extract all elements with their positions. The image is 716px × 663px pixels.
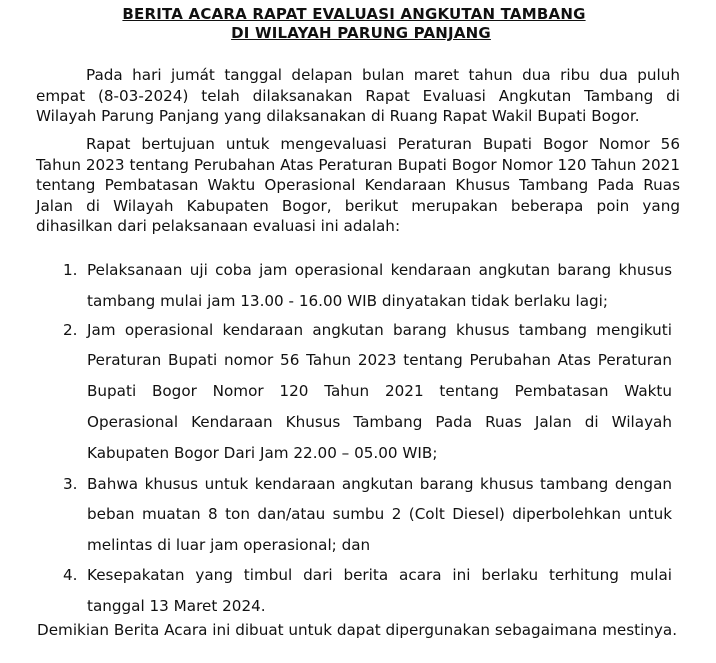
list-item	[36, 315, 672, 469]
list-item-number: 3.	[63, 474, 78, 493]
document-title-line2: DI WILAYAH PARUNG PANJANG	[231, 24, 491, 42]
list-item-text: Bahwa khusus untuk kendaraan angkutan barang khusus tambang dengan beban muatan 8 ton dan/atau sumbu 2 (Colt Diesel) diperbolehkan untuk melintas di luar jam operasional; dan	[87, 474, 672, 555]
list-item	[36, 469, 672, 561]
list-item	[36, 560, 672, 622]
opening-paragraph: Pada hari jumát tanggal delapan bulan maret tahun dua ribu dua puluh empat (8-03-2024) telah dilaksanakan Rapat Evaluasi Angkutan Tambang di Wilayah Parung Panjang yang dilaksanakan di Ruang Rapat Wakil Bupati Bogor.	[36, 66, 680, 125]
purpose-paragraph: Rapat bertujuan untuk mengevaluasi Peraturan Bupati Bogor Nomor 56 Tahun 2023 tentang Perubahan Atas Peraturan Bupati Bogor Nomor 120 Tahun 2021 tentang Pembatasan Waktu Operasional Kendaraan Khusus Tambang Pada Ruas Jalan di Wilayah Kabupaten Bogor, berikut merupakan beberapa poin yang dihasilkan dari pelaksanaan evaluasi ini adalah:	[36, 135, 680, 235]
list-item	[36, 255, 672, 317]
list-item-text: Pelaksanaan uji coba jam operasional kendaraan angkutan barang khusus tambang mulai jam 13.00 - 16.00 WIB dinyatakan tidak berlaku lagi;	[87, 261, 672, 310]
list-item-number: 4.	[63, 565, 78, 584]
list-item-number: 1.	[63, 261, 78, 279]
list-item-text: Jam operasional kendaraan angkutan barang khusus tambang mengikuti Peraturan Bupati nomor 56 Tahun 2023 tentang Perubahan Atas Peraturan Bupati Bogor Nomor 120 Tahun 2021 tentang Pembatasan Waktu Operasional Kendaraan Khusus Tambang Pada Ruas Jalan di Wilayah Kabupaten Bogor Dari Jam 22.00 – 05.00 WIB;	[87, 320, 672, 462]
evaluation-points-list	[36, 255, 672, 622]
list-item-number: 2.	[63, 320, 78, 339]
list-item-text: Kesepakatan yang timbul dari berita acara ini berlaku terhitung mulai tanggal 13 Maret 2024.	[87, 565, 672, 615]
closing-statement: Demikian Berita Acara ini dibuat untuk dapat dipergunakan sebagaimana mestinya.	[37, 621, 678, 639]
document-title-line1: BERITA ACARA RAPAT EVALUASI ANGKUTAN TAMBANG	[122, 5, 586, 23]
